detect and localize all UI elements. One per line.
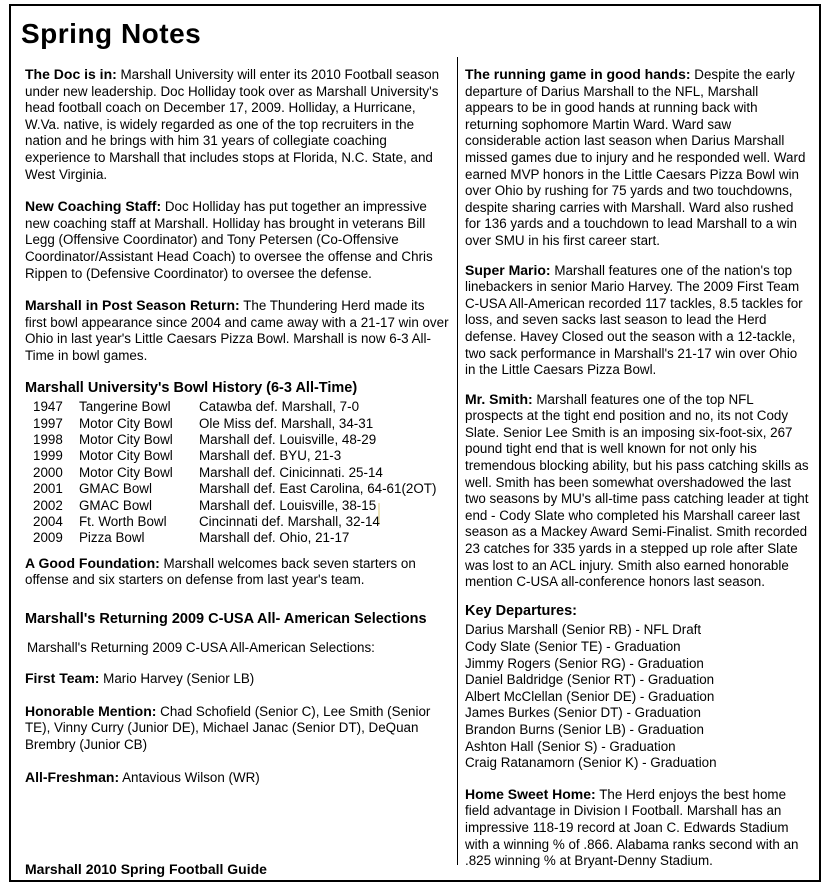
paragraph-text: Marshall University will enter its 2010 Football season under new leadership. Doc Holliday took over as Marshall University's head football coach on December 17, 2009. Holliday, a Hurricane, W.Va. native, is widely regarded as one of the top recruiters in the nation and he brings with him 31 years of collegiate coaching experience to Marshall that includes stops at Florida, N.C. State, and West Virginia.	[25, 67, 440, 182]
list-item: Cody Slate (Senior TE) - Graduation	[465, 639, 681, 654]
key-departures-list	[465, 622, 809, 771]
list-item: Ashton Hall (Senior S) - Graduation	[465, 738, 676, 754]
bowl-result: Marshall def. BYU, 21-3	[199, 448, 342, 464]
paragraph-text: The Thundering Herd made its first bowl appearance since 2004 and came away with a 21-17 win over Ohio in last year's Little Caesars Pizza Bowl. Marshall is now 6-3 All-Time in bowl games.	[25, 298, 449, 363]
bowl-year: 2000	[33, 464, 63, 480]
bowl-result: Marshall def. Louisville, 48-29	[199, 431, 377, 447]
section-doc-is-in	[25, 66, 449, 183]
section-first-team	[25, 670, 449, 688]
table-row	[33, 498, 449, 514]
bowl-result: Marshall def. East Carolina, 64-61(2OT)	[199, 481, 437, 497]
bowl-result: Marshall def. Ohio, 21-17	[199, 530, 350, 546]
paragraph-text: Marshall welcomes back seven starters on offense and six starters on defense from last year's team.	[25, 555, 416, 588]
section-honorable-mention	[25, 703, 449, 754]
list-item: Daniel Baldridge (Senior RT) - Graduation	[465, 672, 715, 688]
bowl-name: Pizza Bowl	[79, 530, 145, 546]
table-row	[33, 448, 449, 464]
section-heading: Home Sweet Home:	[465, 785, 596, 802]
table-row	[33, 465, 449, 481]
list-item: Brandon Burns (Senior LB) - Graduation	[465, 721, 704, 737]
bowl-year: 1947	[33, 399, 63, 415]
bowl-history-heading: Marshall University's Bowl History (6-3 All-Time)	[25, 379, 358, 396]
section-heading: First Team:	[25, 670, 100, 687]
list-item: Craig Ratanamorn (Senior K) - Graduation	[465, 755, 717, 771]
section-home-sweet-home	[465, 786, 809, 870]
list-item: Darius Marshall (Senior RB) - NFL Draft	[465, 622, 702, 638]
section-heading: Super Mario:	[465, 261, 551, 278]
section-mr-smith	[465, 391, 809, 591]
section-heading: New Coaching Staff:	[25, 198, 162, 215]
bowl-name: Ft. Worth Bowl	[79, 513, 167, 529]
list-item: Jimmy Rogers (Senior RG) - Graduation	[465, 655, 704, 671]
bowl-history-table	[25, 399, 449, 547]
bowl-name: Tangerine Bowl	[79, 399, 171, 415]
bowl-result: Marshall def. Louisville, 38-15	[199, 497, 377, 513]
bowl-year: 2001	[33, 481, 63, 497]
paragraph-text: Antavious Wilson (WR)	[122, 769, 260, 785]
bowl-year: 2004	[33, 513, 63, 529]
document-page	[9, 4, 821, 882]
bowl-name: GMAC Bowl	[79, 497, 152, 513]
paragraph-text: The Herd enjoys the best home field advantage in Division I Football. Marshall has an impressive 118-19 record at Joan C. Edwards Stadium with a winning % of .866. Alabama ranks second with an .825 winning % at Bryant-Denny Stadium.	[465, 786, 799, 869]
section-post-season	[25, 297, 449, 364]
bowl-result: Catawba def. Marshall, 7-0	[199, 399, 360, 415]
section-heading: The Doc is in:	[25, 66, 117, 82]
section-heading: All-Freshman:	[25, 768, 120, 785]
bowl-name: GMAC Bowl	[79, 481, 152, 497]
table-row	[33, 514, 449, 530]
section-heading: The running game in good hands:	[465, 66, 691, 82]
section-heading: Mr. Smith:	[465, 390, 533, 407]
list-item: Albert McClellan (Senior DE) - Graduation	[465, 688, 715, 704]
table-row	[33, 416, 449, 432]
bowl-year: 1997	[33, 415, 63, 431]
right-column	[465, 66, 809, 882]
bowl-result: Ole Miss def. Marshall, 34-31	[199, 415, 374, 431]
bowl-name: Motor City Bowl	[79, 431, 173, 447]
paragraph-text: Despite the early departure of Darius Marshall to the NFL, Marshall appears to be in good hands at running back with returning sophomore Martin Ward. Ward saw considerable action last season when Darius Marshall missed games due to injury and he responded well. Ward earned MVP honors in the Little Caesars Pizza Bowl win over Ohio by rushing for 75 yards and two touchdowns, despite sharing carries with Marshall. Ward also rushed for 136 yards and a touchdown to lead Marshall to a win over SMU in his first career start.	[465, 67, 806, 248]
section-coaching-staff	[25, 198, 449, 282]
table-row	[33, 432, 449, 448]
section-heading: Marshall in Post Season Return:	[25, 297, 240, 314]
section-running-game	[465, 66, 809, 250]
bowl-name: Motor City Bowl	[79, 448, 173, 464]
selections-intro: Marshall's Returning 2009 C-USA All-American Selections:	[27, 639, 375, 655]
paragraph-text: Mario Harvey (Senior LB)	[103, 671, 255, 687]
paragraph-text: Marshall features one of the top NFL prospects at the tight end position and no, its not Cody Slate. Senior Lee Smith is an imposing six-foot-six, 267 pound tight end that is well known for not only his tremendous blocking ability, but his pass catching skills as well. Smith has been somewhat overshadowed the last two seasons by MU's all-time pass catching leader at tight end - Cody Slate who completed his Marshall career last season as a Mackey Award Semi-Finalist. Smith recorded 23 catches for 335 yards in a stepped up role after Slate was lost to an ACL injury. Smith also earned honorable mention C-USA all-conference honors last season.	[465, 391, 809, 590]
bowl-year: 1999	[33, 448, 63, 464]
bowl-year: 1998	[33, 431, 63, 447]
bowl-result: Marshall def. Cinicinnati. 25-14	[199, 464, 383, 480]
table-row	[33, 399, 449, 415]
bowl-year: 2009	[33, 530, 63, 546]
section-all-freshman	[25, 769, 449, 787]
paragraph-text: Marshall features one of the nation's top linebackers in senior Mario Harvey. The 2009 First Team C-USA All-American recorded 117 tackles, 8.5 tackles for loss, and seven sacks last season to lead the Herd defense. Havey Closed out the season with a 12-tackle, two sack performance in Marshall's 21-17 win over Ohio in the Little Caesars Pizza Bowl.	[465, 262, 803, 378]
paragraph-text: Doc Holliday has put together an impressive new coaching staff at Marshall. Holliday has brought in veterans Bill Legg (Offensive Coordinator) and Tony Petersen (Co-Offensive Coordinator/Assistant Head Coach) to oversee the offense and Chris Rippen to (Defensive Coordinator) to oversee the defense.	[25, 199, 433, 281]
section-good-foundation	[25, 555, 449, 589]
bowl-result: Cincinnati def. Marshall, 32-14	[199, 513, 380, 529]
key-departures-heading: Key Departures:	[465, 602, 578, 619]
section-super-mario	[465, 262, 809, 379]
bowl-name: Motor City Bowl	[79, 415, 173, 431]
list-item: James Burkes (Senior DT) - Graduation	[465, 705, 701, 721]
left-column	[25, 66, 449, 801]
paragraph-text: Chad Schofield (Senior C), Lee Smith (Senior TE), Vinny Curry (Junior DE), Michael Janac (Senior DT), DeQuan Brembry (Junior CB)	[25, 703, 431, 752]
section-heading: A Good Foundation:	[25, 554, 160, 571]
selections-heading: Marshall's Returning 2009 C-USA All- American Selections	[25, 610, 427, 627]
bowl-year: 2002	[33, 497, 63, 513]
bowl-name: Motor City Bowl	[79, 464, 173, 480]
table-row	[33, 481, 449, 497]
page-title: Spring Notes	[21, 18, 202, 49]
column-divider	[457, 57, 458, 865]
table-row	[33, 530, 449, 546]
section-heading: Honorable Mention:	[25, 702, 157, 719]
footer-title: Marshall 2010 Spring Football Guide	[25, 861, 267, 877]
